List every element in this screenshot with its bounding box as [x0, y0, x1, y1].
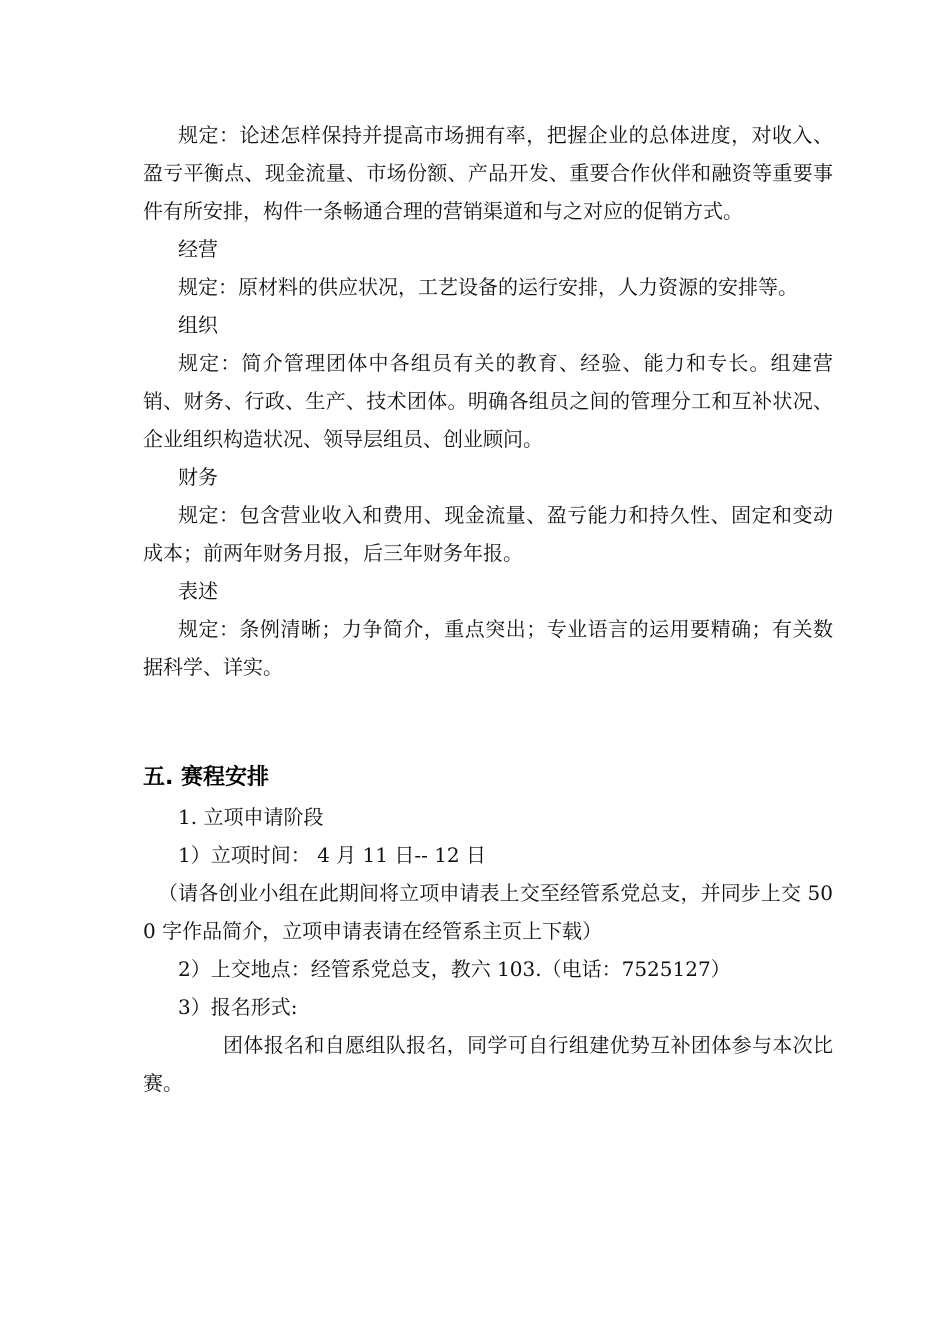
registration-form-description: 团体报名和自愿组队报名，同学可自行组建优势互补团体参与本次比赛。: [143, 1033, 833, 1095]
finance-title: 财务: [178, 465, 218, 489]
marketing-requirement: 规定：论述怎样保持并提高市场拥有率，把握企业的总体进度，对收入、盈亏平衡点、现金流量、市场份额、产品开发、重要合作伙伴和融资等重要事件有所安排，构件一条畅通合理的营销渠道和与之对应的促销方式。: [143, 123, 833, 223]
organization-requirement: 规定：简介管理团体中各组员有关的教育、经验、能力和专长。组建营销、财务、行政、生产、技术团体。明确各组员之间的管理分工和互补状况、企业组织构造状况、领导层组员、创业顾问。: [143, 351, 833, 451]
expression-title: 表述: [178, 579, 218, 603]
registration-form-title: 3）报名形式:: [178, 995, 298, 1019]
organization-title: 组织: [178, 313, 218, 337]
project-time: 1）立项时间： 4 月 11 日-- 12 日: [178, 843, 487, 867]
project-time-note: （请各创业小组在此期间将立项申请表上交至经管系党总支，并同步上交 500 字作品简介，立项申请表请在经管系主页上下载）: [143, 881, 833, 943]
document-body: [143, 116, 833, 1102]
schedule-heading: 五. 赛程安排: [143, 765, 270, 790]
expression-requirement: 规定：条例清晰；力争简介，重点突出；专业语言的运用要精确；有关数据科学、详实。: [143, 617, 833, 679]
finance-requirement: 规定：包含营业收入和费用、现金流量、盈亏能力和持久性、固定和变动成本；前两年财务月报，后三年财务年报。: [143, 503, 833, 565]
section-gap: [143, 686, 833, 758]
operations-requirement: 规定：原材料的供应状况，工艺设备的运行安排，人力资源的安排等。: [178, 275, 798, 299]
stage1-title: 1. 立项申请阶段: [178, 805, 324, 829]
operations-title: 经营: [178, 237, 218, 261]
submission-location: 2）上交地点：经管系党总支，教六 103.（电话：7525127）: [178, 957, 731, 981]
